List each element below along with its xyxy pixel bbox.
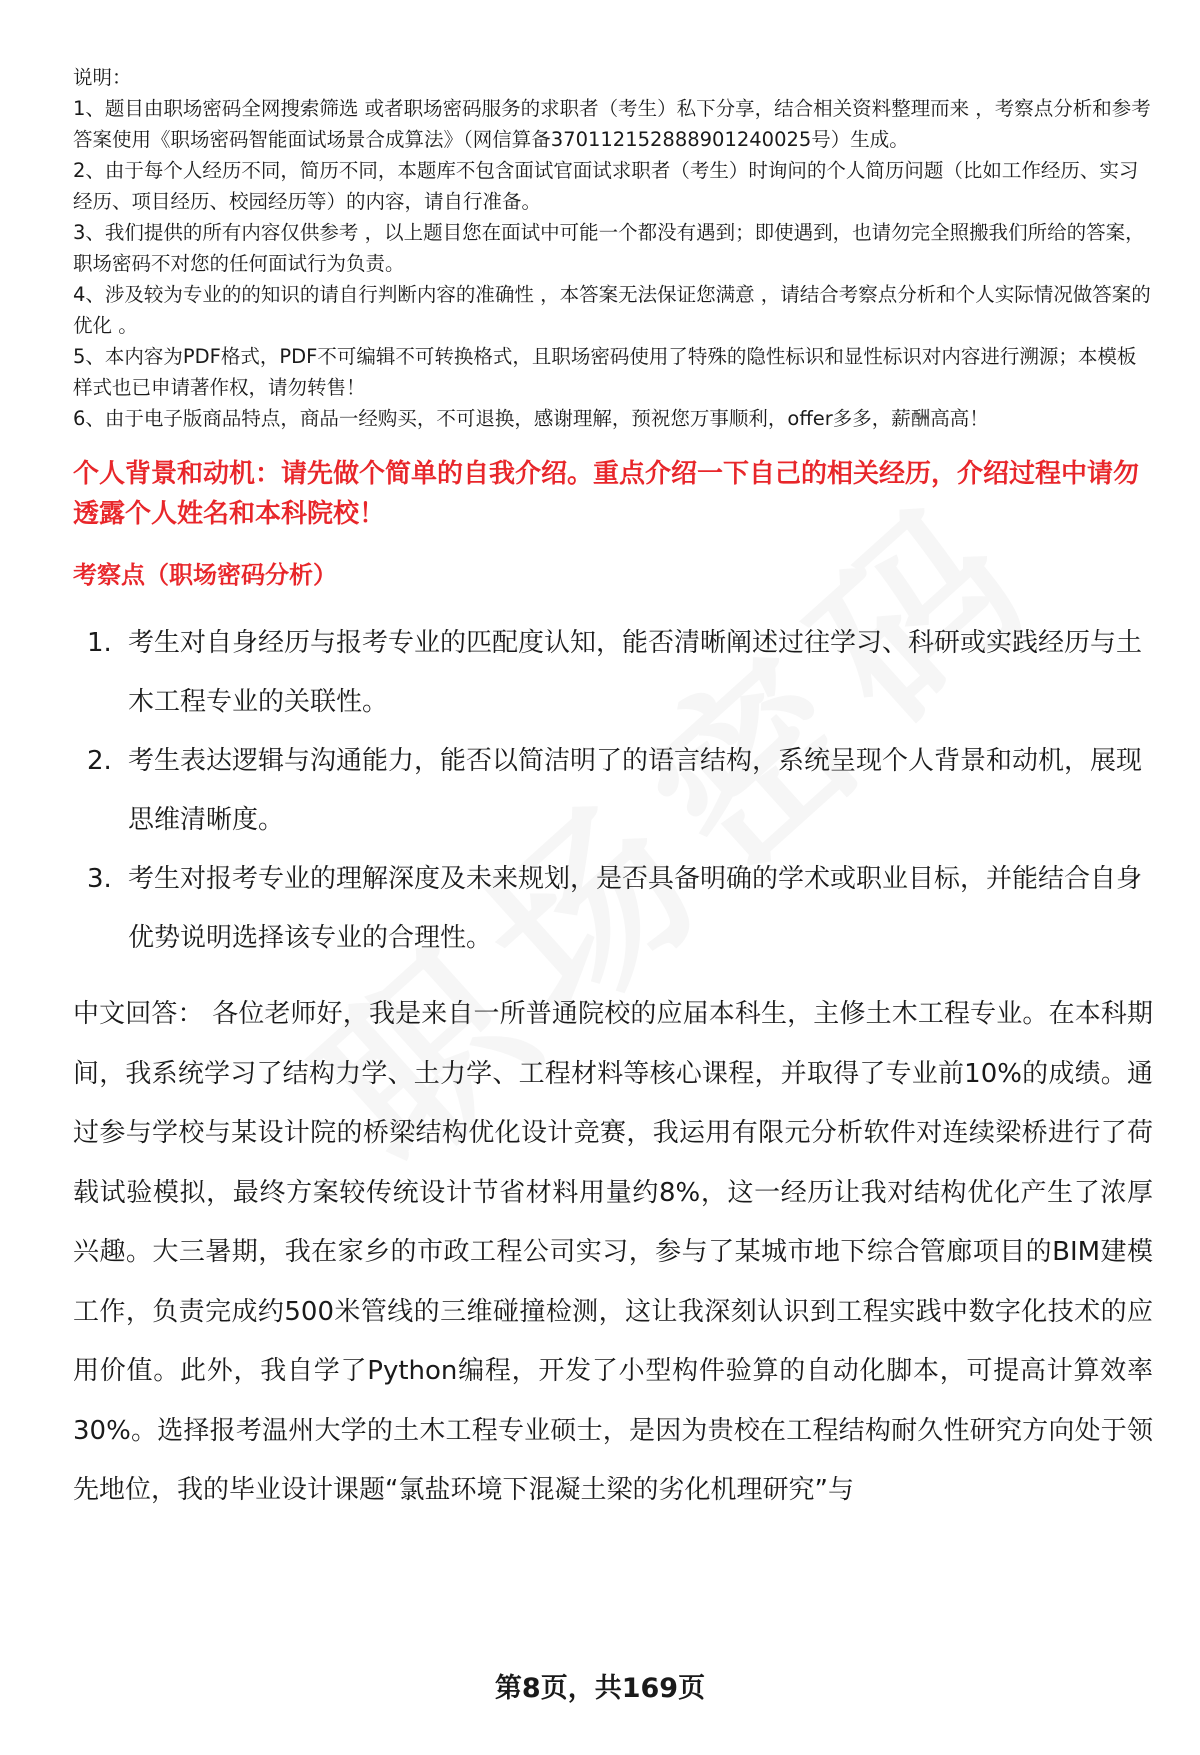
analysis-point	[73, 614, 1153, 732]
notes-item: 3、我们提供的所有内容仅供参考 ，以上题目您在面试中可能一个都没有遇到；即使遇到，也请勿完全照搬我们所给的答案，职场密码不对您的任何面试行为负责。	[73, 221, 1145, 275]
notes-item: 2、由于每个人经历不同，简历不同，本题库不包含面试官面试求职者（考生）时询问的个人简历问题（比如工作经历、实习经历、项目经历、校园经历等）的内容，请自行准备。	[73, 159, 1139, 213]
document-page	[73, 62, 1153, 1521]
analysis-title: 考察点（职场密码分析）	[73, 561, 337, 589]
page-number: 第8页，共169页	[494, 1673, 706, 1704]
question-heading: 个人背景和动机：请先做个简单的自我介绍。重点介绍一下自己的相关经历，介绍过程中请勿透露个人姓名和本科院校！	[73, 459, 1140, 529]
point-number: 1.	[87, 628, 112, 658]
notes-item: 1、题目由职场密码全网搜索筛选 或者职场密码服务的求职者（考生）私下分享，结合相关资料整理而来 ，考察点分析和参考答案使用《职场密码智能面试场景合成算法》（网信算备370112152888901240025号）生成。	[73, 97, 1151, 151]
notes-heading: 说明：	[73, 66, 132, 89]
point-number: 2.	[87, 746, 112, 776]
analysis-point	[73, 850, 1153, 968]
point-text: 考生表达逻辑与沟通能力，能否以简洁明了的语言结构，系统呈现个人背景和动机，展现思维清晰度。	[128, 746, 1143, 835]
point-text: 考生对自身经历与报考专业的匹配度认知，能否清晰阐述过往学习、科研或实践经历与土木工程专业的关联性。	[128, 628, 1143, 717]
analysis-point	[73, 732, 1153, 850]
point-text: 考生对报考专业的理解深度及未来规划，是否具备明确的学术或职业目标，并能结合自身优势说明选择该专业的合理性。	[128, 864, 1143, 953]
notes-item: 5、本内容为PDF格式，PDF不可编辑不可转换格式，且职场密码使用了特殊的隐性标识和显性标识对内容进行溯源；本模板样式也已申请著作权，请勿转售！	[73, 345, 1137, 399]
notes-section	[73, 62, 1153, 434]
notes-item: 6、由于电子版商品特点，商品一经购买，不可退换，感谢理解，预祝您万事顺利，offer多多，薪酬高高！	[73, 407, 989, 430]
point-number: 3.	[87, 864, 112, 894]
answer-paragraph: 中文回答： 各位老师好，我是来自一所普通院校的应届本科生，主修土木工程专业。在本科期间，我系统学习了结构力学、土力学、工程材料等核心课程，并取得了专业前10%的成绩。通过参与学校与某设计院的桥梁结构优化设计竞赛，我运用有限元分析软件对连续梁桥进行了荷载试验模拟，最终方案较传统设计节省材料用量约8%，这一经历让我对结构优化产生了浓厚兴趣。大三暑期，我在家乡的市政工程公司实习，参与了某城市地下综合管廊项目的BIM建模工作，负责完成约500米管线的三维碰撞检测，这让我深刻认识到工程实践中数字化技术的应用价值。此外，我自学了Python编程，开发了小型构件验算的自动化脚本，可提高计算效率30%。选择报考温州大学的土木工程专业硕士，是因为贵校在工程结构耐久性研究方向处于领先地位，我的毕业设计课题“氯盐环境下混凝土梁的劣化机理研究”与	[73, 999, 1153, 1505]
analysis-points	[73, 614, 1153, 968]
notes-item: 4、涉及较为专业的的知识的请自行判断内容的准确性 ，本答案无法保证您满意 ，请结合考察点分析和个人实际情况做答案的优化 。	[73, 283, 1151, 337]
